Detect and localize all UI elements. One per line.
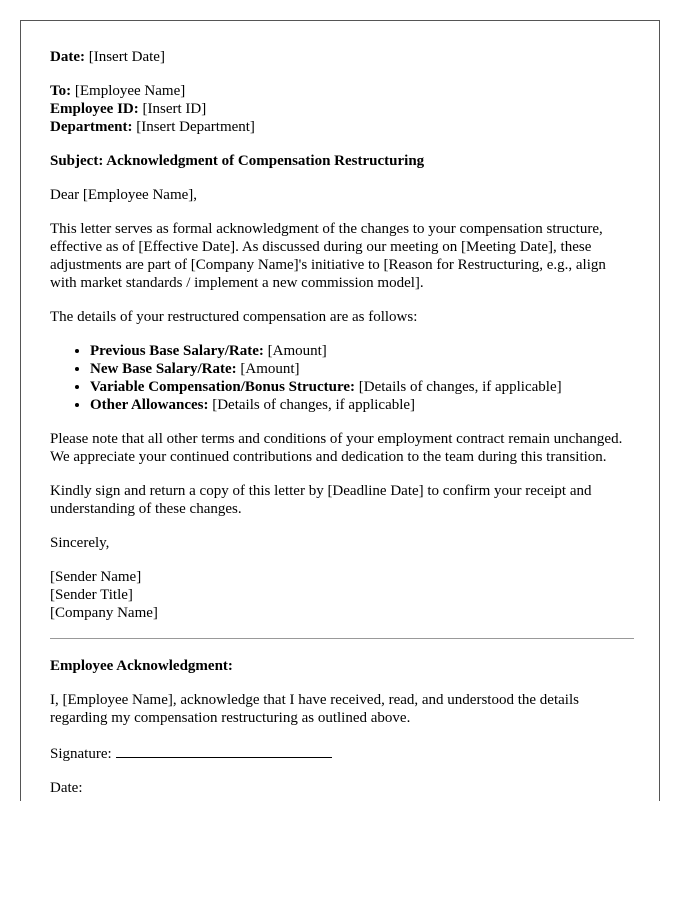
subject-text: Subject: Acknowledgment of Compensation Restructuring [50, 153, 425, 169]
acknowledgment-text: I, [Employee Name], acknowledge that I have received, read, and understood the details regarding my compensation restructuring as outlined above. [50, 692, 579, 726]
detail-label: Other Allowances: [90, 397, 209, 413]
detail-value: [Details of changes, if applicable] [208, 397, 416, 413]
to-value: [Employee Name] [71, 83, 186, 99]
employee-id-line [50, 100, 634, 118]
list-item [90, 378, 634, 396]
sender-name: [Sender Name] [50, 569, 142, 585]
department-label: Department: [50, 119, 133, 135]
letter-content [50, 48, 634, 801]
closing: Sincerely, [50, 535, 110, 551]
signature-line [50, 743, 634, 763]
subject-line [50, 152, 634, 170]
letter-page [20, 20, 660, 801]
employee-id-label: Employee ID: [50, 101, 139, 117]
detail-label: Variable Compensation/Bonus Structure: [90, 379, 356, 395]
sender-title: [Sender Title] [50, 587, 133, 603]
paragraph-return: Kindly sign and return a copy of this letter by [Deadline Date] to confirm your receipt and understanding of these changes. [50, 483, 592, 517]
acknowledgment-heading-text: Employee Acknowledgment: [50, 658, 233, 674]
acknowledgment-date-line [50, 779, 634, 797]
paragraph-intro: This letter serves as formal acknowledgment of the changes to your compensation structure, effective as of [Effective Date]. As discussed during our meeting on [Meeting Date], these adjustments are part of [Company Name]'s initiative to [Reason for Restructuring, e.g., align with market standards / implement a new commission model]. [50, 221, 606, 291]
paragraph-terms: Please note that all other terms and conditions of your employment contract remain unchanged. We appreciate your continued contributions and dedication to the team during this transition. [50, 431, 623, 465]
section-divider [50, 638, 634, 639]
to-label: To: [50, 83, 72, 99]
to-line [50, 82, 634, 100]
date-value: [Insert Date] [84, 49, 165, 65]
signature-field[interactable] [116, 743, 332, 758]
acknowledgment-date-label: Date: [50, 780, 83, 796]
date-line [50, 48, 634, 66]
recipient-block [50, 82, 634, 136]
details-intro: The details of your restructured compensation are as follows: [50, 309, 418, 325]
list-item [90, 342, 634, 360]
salutation: Dear [Employee Name], [50, 187, 198, 203]
department-line [50, 118, 634, 136]
list-item [90, 396, 634, 414]
acknowledgment-heading [50, 657, 634, 675]
employee-id-value: [Insert ID] [138, 101, 207, 117]
list-item [90, 360, 634, 378]
detail-value: [Details of changes, if applicable] [355, 379, 562, 395]
sender-block [50, 568, 634, 622]
date-label: Date: [50, 49, 85, 65]
compensation-details-list [50, 342, 634, 414]
signature-label: Signature: [50, 746, 112, 762]
sender-company: [Company Name] [50, 605, 158, 621]
detail-value: [Amount] [236, 361, 300, 377]
department-value: [Insert Department] [132, 119, 255, 135]
detail-label: Previous Base Salary/Rate: [90, 343, 264, 359]
detail-label: New Base Salary/Rate: [90, 361, 237, 377]
detail-value: [Amount] [263, 343, 327, 359]
